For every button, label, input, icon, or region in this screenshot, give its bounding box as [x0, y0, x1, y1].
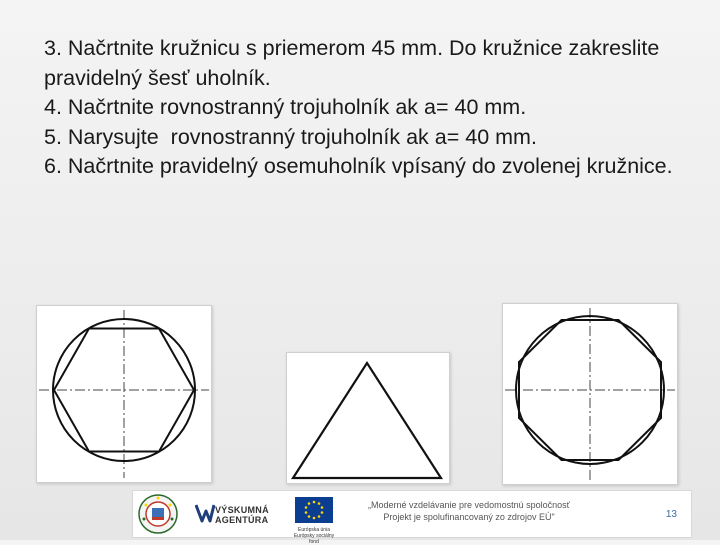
footer-band: [132, 490, 692, 545]
triangle: [293, 363, 441, 478]
school-badge-logo: [137, 493, 179, 535]
agency-name: VÝSKUMNÁ AGENTÚRA: [215, 505, 269, 525]
triangle-figure: [286, 352, 450, 484]
octagon-figure: [502, 303, 678, 485]
eu-caption: Európska únia Európsky sociálny fond: [293, 527, 335, 545]
instruction-6: 6. Načrtnite pravidelný osemuholník vpísaný do zvolenej kružnice.: [44, 154, 673, 178]
instruction-4: 4. Načrtnite rovnostranný trojuholník ak a= 40 mm.: [44, 95, 527, 119]
eu-flag-logo: [293, 495, 335, 545]
instruction-3: 3. Načrtnite kružnicu s priemerom 45 mm. Do kružnice zakreslite pravidelný šesť uholník.: [44, 36, 666, 90]
page-number: 13: [665, 509, 677, 520]
project-quote: „Moderné vzdelávanie pre vedomostnú spoločnosť Projekt je spolufinancovaný zo zdrojov EÚ": [368, 500, 570, 522]
agency-mark-icon: [196, 505, 214, 521]
research-agency-logo: [195, 499, 287, 529]
instruction-5: 5. Narysujte rovnostranný trojuholník ak a= 40 mm.: [44, 124, 537, 149]
hexagon-figure: [36, 305, 212, 483]
instructions-text: [44, 34, 694, 182]
